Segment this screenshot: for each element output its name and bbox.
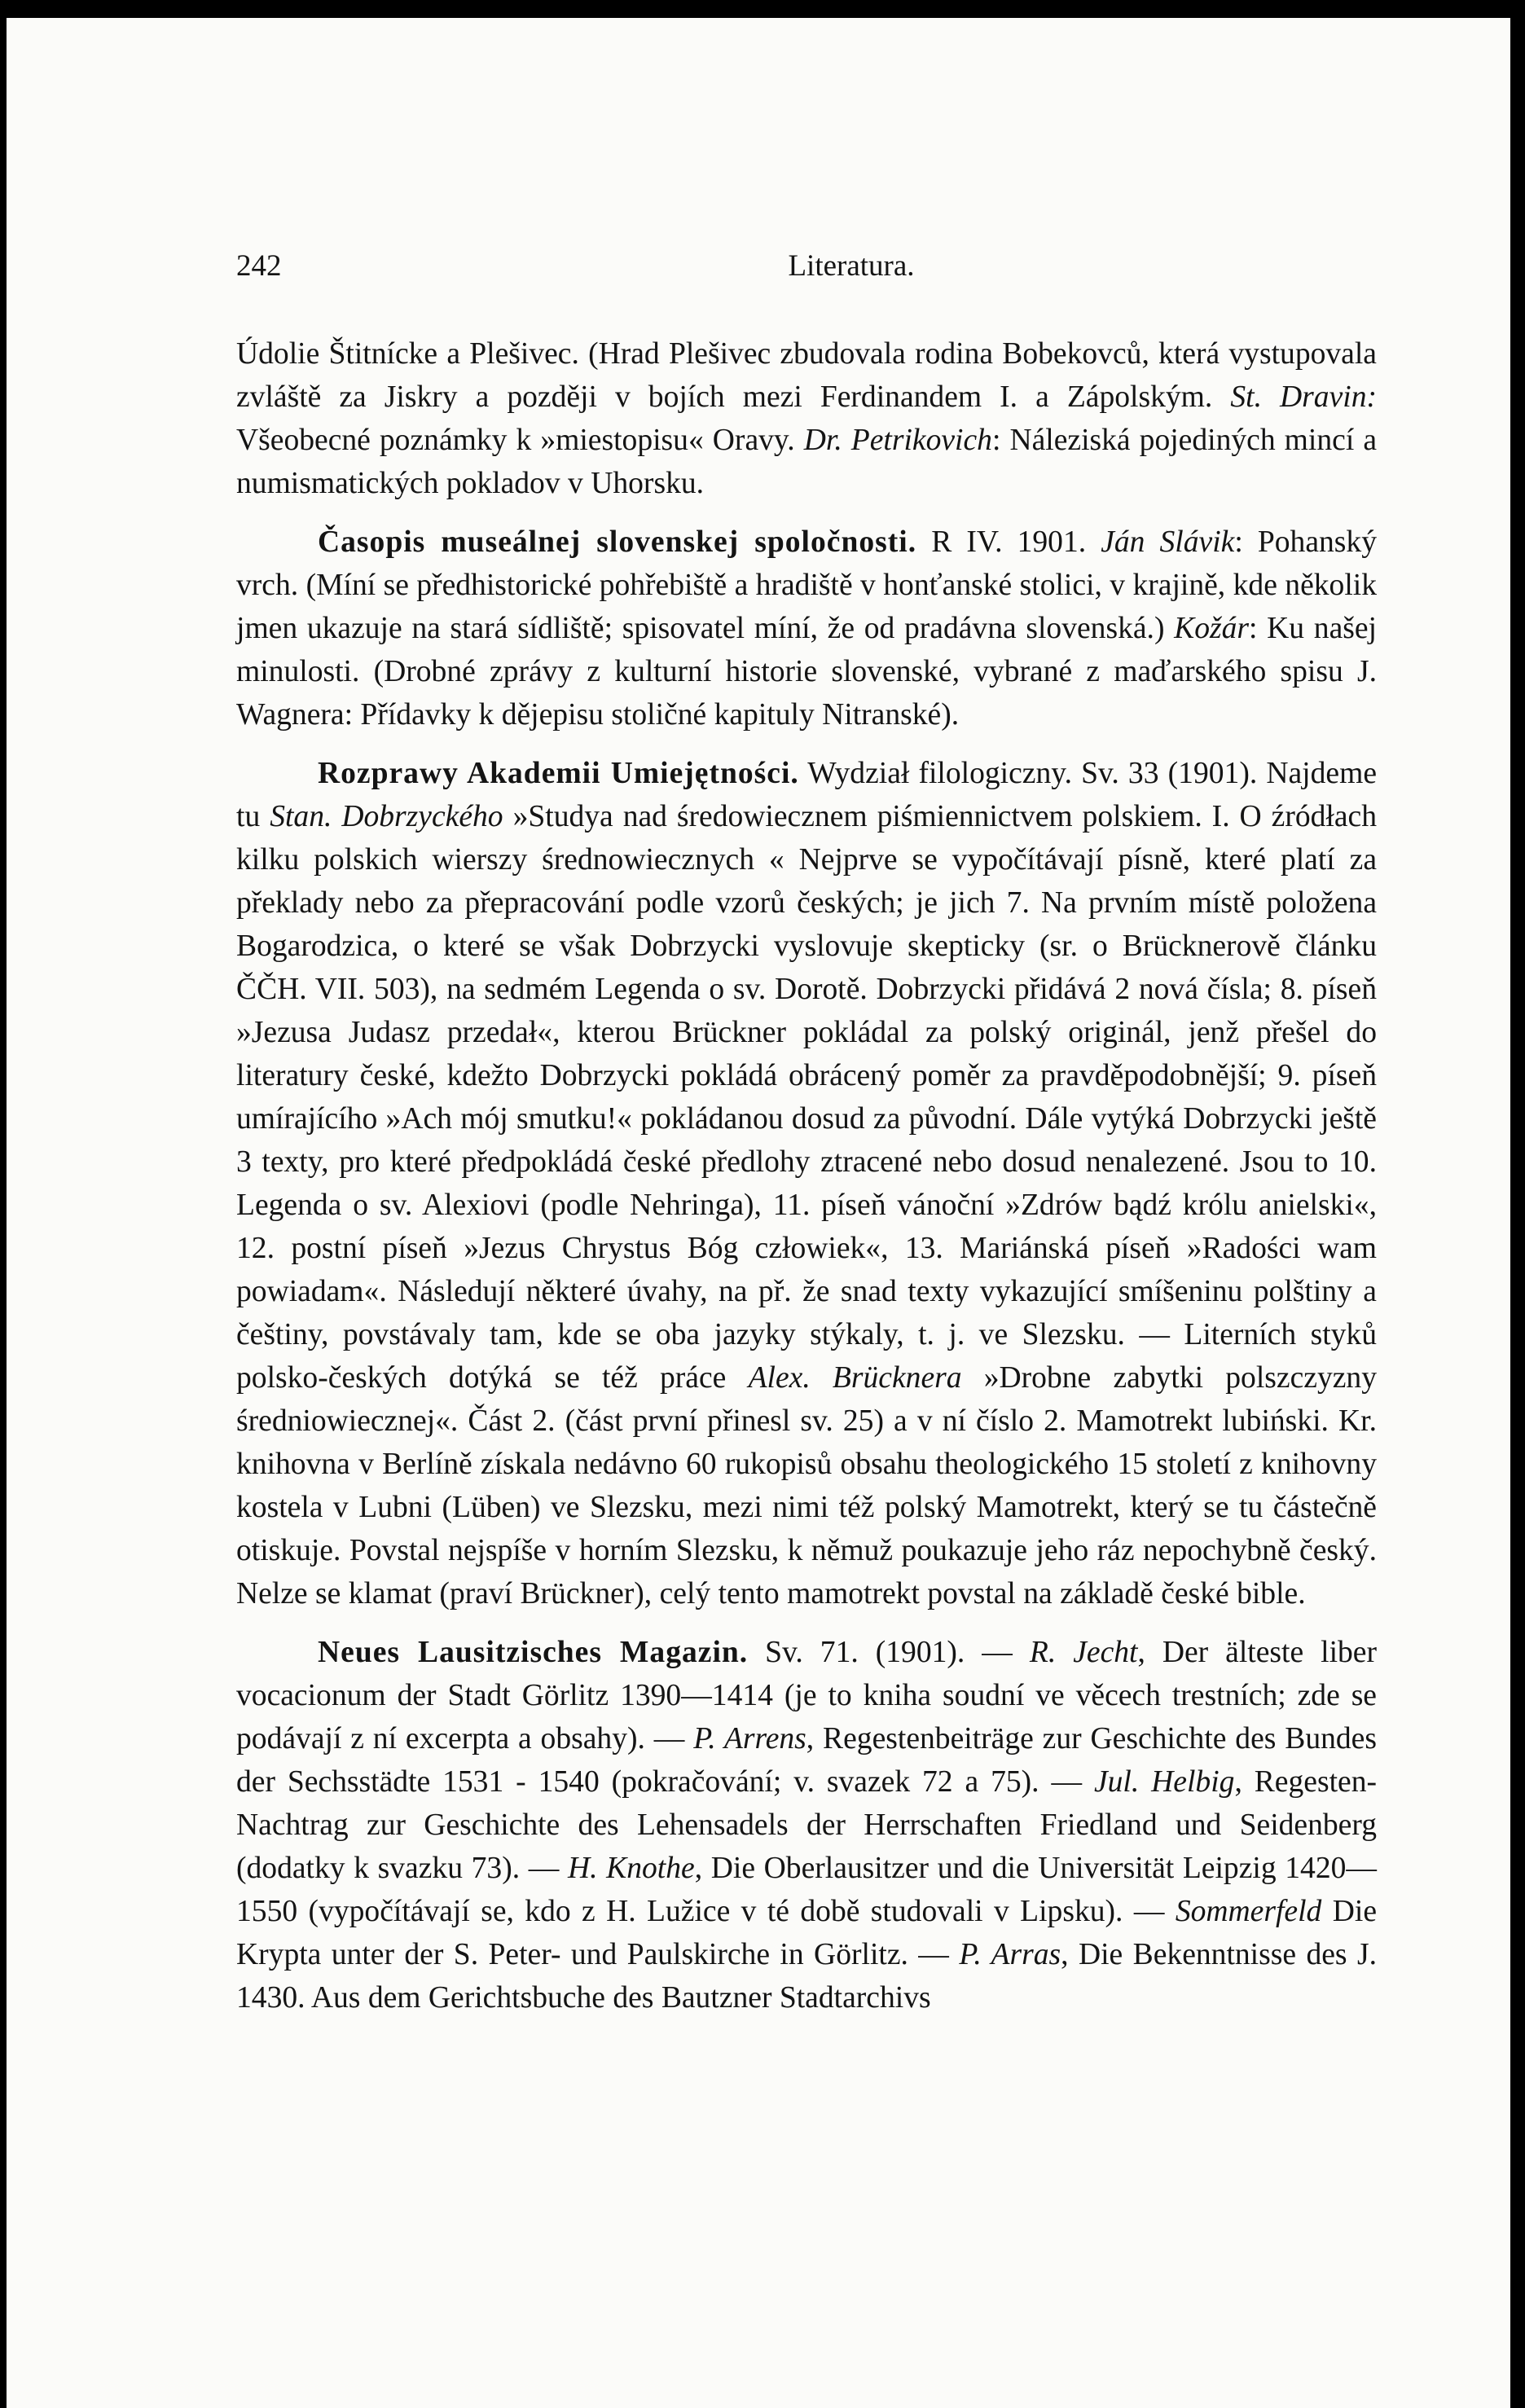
- text-segment: , Der älteste liber vocacionum der Stadt Görlitz 1390—1414 (je to kniha soudní ve věcech trestních; zde se podávají z ní excerpta a obsahy). —: [236, 1636, 1377, 1755]
- page-body: [236, 332, 1377, 2019]
- text-segment: »Drobne zabytki polszczyzny średniowiecznej«. Část 2. (část první přinesl sv. 25) a v ní číslo 2. Mamotrekt lubiński. Kr. knihovna v Berlíně získala nedávno 60 rukopisů obsahu theologického 15 století z knihovny kostela v Lubni (Lüben) ve Slezsku, mezi nimi též polský Mamotrekt, který se tu částečně otiskuje. Povstal nejspíše v horním Slezsku, k němuž poukazuje jeho ráz nepochybně český. Nelze se klamat (praví Brückner), celý tento mamotrekt povstal na základě české bible.: [236, 1361, 1377, 1610]
- text-segment: , Regesten-Nachtrag zur Geschichte des Lehensadels der Herrschaften Friedland und Seidenberg (dodatky k svazku 73). —: [236, 1765, 1377, 1885]
- text-segment: , Die Bekenntnisse des J. 1430. Aus dem Gerichtsbuche des Bautzner Stadtarchivs: [236, 1938, 1377, 2015]
- text-segment: R IV. 1901.: [916, 525, 1101, 559]
- text-segment: Všeobecné poznámky k »miestopisu« Oravy.: [236, 424, 804, 457]
- text-segment: Die Krypta unter der S. Peter- und Paulskirche in Görlitz. —: [236, 1895, 1377, 1971]
- text-segment: R. Jecht: [1029, 1636, 1138, 1669]
- text-segment: H. Knothe: [567, 1852, 695, 1885]
- text-segment: Dr. Petrikovich: [803, 424, 992, 457]
- paragraph-stitnicke: [236, 332, 1377, 505]
- text-segment: Sommerfeld: [1175, 1895, 1322, 1928]
- text-segment: »Studya nad średowiecznem piśmiennictvem polskiem. I. O źródłach kilku polskich wierszy średnowiecznych « Nejprve se vypočítávají písně, které platí za překlady nebo za přepracování podle vzorů českých; je jich 7. Na prvním místě položena Bogarodzica, o které se však Dobrzycki vyslovuje skepticky (sr. o Brücknerově článku ČČH. VII. 503), na sedmém Legenda o sv. Dorotě. Dobrzycki přidává 2 nová čísla; 8. píseň »Jezusa Judasz przedał«, kterou Brückner pokládal za polský originál, jenž přešel do literatury české, kdežto Dobrzycki pokládá obrácený poměr za pravděpodobnější; 9. píseň umírajícího »Ach mój smutku!« pokládanou dosud za původní. Dále vytýká Dobrzycki ještě 3 texty, pro které předpokládá české předlohy ztracené nebo dosud nenalezené. Jsou to 10. Legenda o sv. Alexiovi (podle Nehringa), 11. píseň vánoční »Zdrów bądź królu anielski«, 12. postní píseň »Jezus Chrystus Bóg człowiek«, 13. Mariánská píseň »Radości wam powiadam«. Následují některé úvahy, na př. že snad texty vykazující smíšeninu polštiny a češtiny, povstávaly tam, kde se oba jazyky stýkaly, t. j. ve Slezsku. — Literních styků polsko-českých dotýká se též práce: [236, 800, 1377, 1395]
- text-segment: : Náleziská pojediných mincí a numismatických pokladov v Uhorsku.: [236, 424, 1377, 500]
- text-segment: : Pohanský vrch. (Míní se předhistorické pohřebiště a hradiště v honťanské stolici, v krajině, kde několik jmen ukazuje na stará sídliště; spisovatel míní, že od pradávna slovenská.): [236, 525, 1377, 645]
- text-segment: Neues Lausitzisches Magazin.: [318, 1636, 749, 1669]
- text-segment: , Regestenbeiträge zur Geschichte des Bundes der Sechsstädte 1531 - 1540 (pokračování; v. svazek 72 a 75). —: [236, 1722, 1377, 1799]
- text-segment: Alex. Brücknera: [748, 1361, 962, 1395]
- page-number: 242: [236, 249, 282, 283]
- paragraph-rozprawy: [236, 752, 1377, 1615]
- text-segment: Wydział filologiczny. Sv. 33 (1901). Najdeme tu: [236, 757, 1378, 833]
- text-segment: Kožár: [1174, 612, 1250, 645]
- text-segment: Časopis museálnej slovenskej spoločnosti.: [318, 525, 917, 559]
- text-segment: St. Dravin:: [1230, 380, 1377, 414]
- text-segment: Ján Slávik: [1101, 525, 1235, 559]
- text-segment: Rozprawy Akademii Umiejętności.: [318, 757, 799, 790]
- text-segment: Sv. 71. (1901). —: [748, 1636, 1030, 1669]
- text-segment: P. Arras: [959, 1938, 1061, 1971]
- running-title: Literatura.: [788, 249, 915, 283]
- text-segment: Stan. Dobrzyckého: [270, 800, 503, 833]
- text-segment: Jul. Helbig: [1093, 1765, 1235, 1799]
- page-header: [236, 248, 1377, 297]
- book-page: [7, 18, 1510, 2408]
- paragraph-casopis: [236, 521, 1377, 736]
- text-segment: : Ku našej minulosti. (Drobné zprávy z kulturní historie slovenské, vybrané z maďarského spisu J. Wagnera: Přídavky k dějepisu stoličné kapituly Nitranské).: [236, 612, 1377, 732]
- text-segment: , Die Oberlausitzer und die Universität Leipzig 1420—1550 (vypočítávají se, kdo z H. Lužice v té době studovali v Lipsku). —: [236, 1852, 1377, 1928]
- paragraph-lausitz: [236, 1631, 1377, 2019]
- text-segment: Údolie Štitnícke a Plešivec. (Hrad Plešivec zbudovala rodina Bobekovců, která vystupovala zvláště za Jiskry a později v bojích mezi Ferdinandem I. a Zápolským.: [236, 337, 1377, 414]
- text-segment: P. Arrens: [693, 1722, 806, 1755]
